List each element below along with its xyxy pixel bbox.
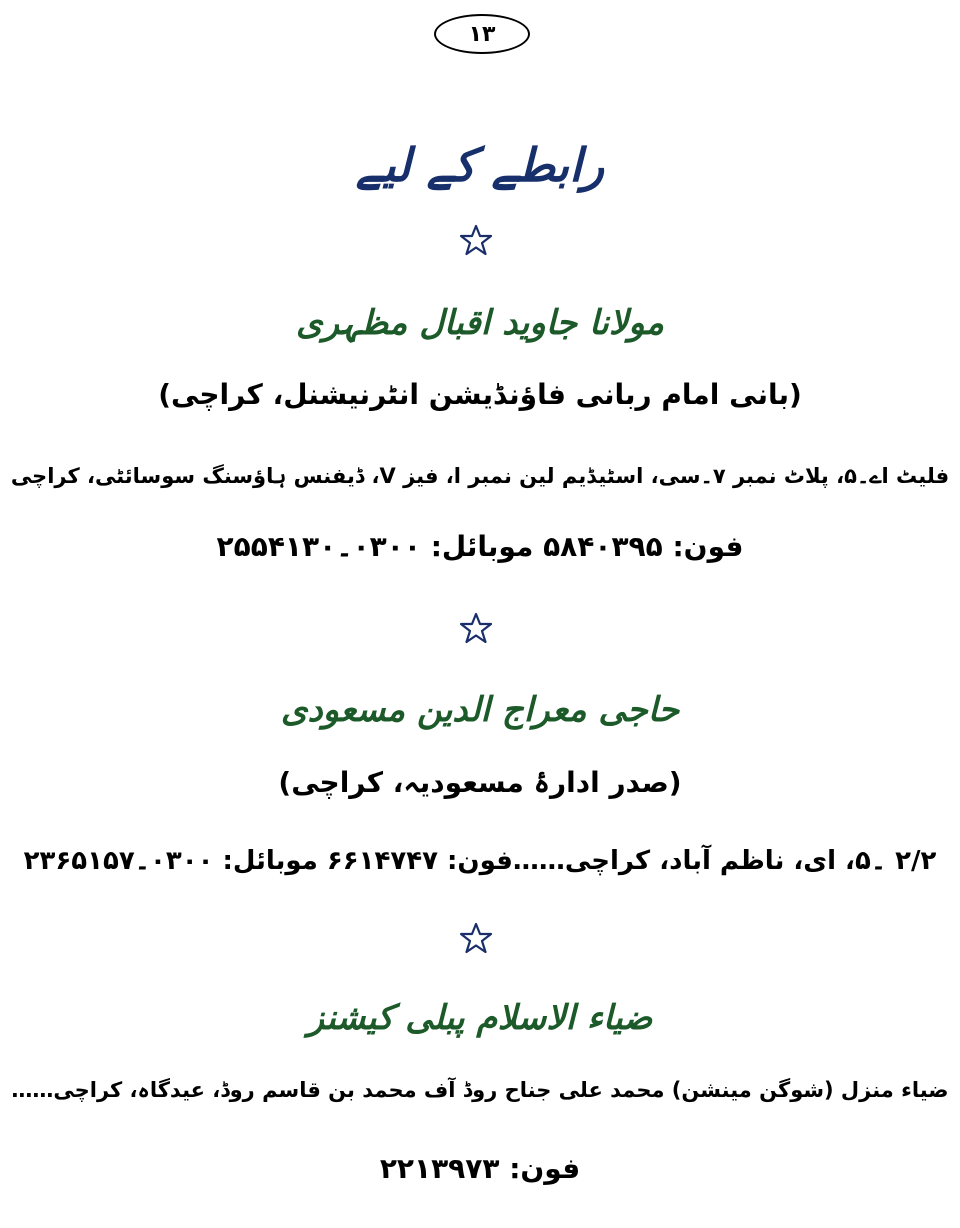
contact-2-name: حاجی معراج الدین مسعودی bbox=[280, 690, 680, 730]
page-number: ۱۳ bbox=[468, 21, 496, 47]
star-icon bbox=[460, 612, 492, 644]
star-icon bbox=[460, 922, 492, 954]
contact-3-address: ضیاء منزل (شوگن مینشن) محمد علی جناح روڈ آف محمد بن قاسم روڈ، عیدگاہ، کراچی…… bbox=[11, 1078, 949, 1102]
contact-1-address: فلیٹ اے۔۵، پلاٹ نمبر ۷۔سی، اسٹیڈیم لین نمبر ا، فیز V، ڈیفنس ہاؤسنگ سوسائٹی، کراچی bbox=[10, 464, 950, 488]
star-icon bbox=[460, 224, 492, 256]
contact-3-phone: فون: ۲۲۱۳۹۷۳ bbox=[379, 1152, 581, 1185]
contact-2-address: ۲/۲ ۔۵، ای، ناظم آباد، کراچی……فون: ۶۶۱۴۷۴۷ موبائل: ۰۳۰۰۔۲۳۶۵۱۵۷ bbox=[23, 846, 937, 876]
page-number-badge bbox=[434, 14, 530, 54]
page-heading: رابطے کے لیے bbox=[355, 138, 605, 192]
contact-1-phone: فون: ۵۸۴۰۳۹۵ موبائل: ۰۳۰۰۔۲۵۵۴۱۳۰ bbox=[216, 530, 744, 563]
contact-3-name: ضیاء الاسلام پبلی کیشنز bbox=[307, 998, 653, 1038]
contact-1-name: مولانا جاوید اقبال مظہری bbox=[295, 303, 665, 343]
contact-2-role: (صدر ادارۂ مسعودیہ، کراچی) bbox=[278, 766, 682, 799]
contact-1-role: (بانی امام ربانی فاؤنڈیشن انٹرنیشنل، کراچی) bbox=[158, 378, 802, 411]
